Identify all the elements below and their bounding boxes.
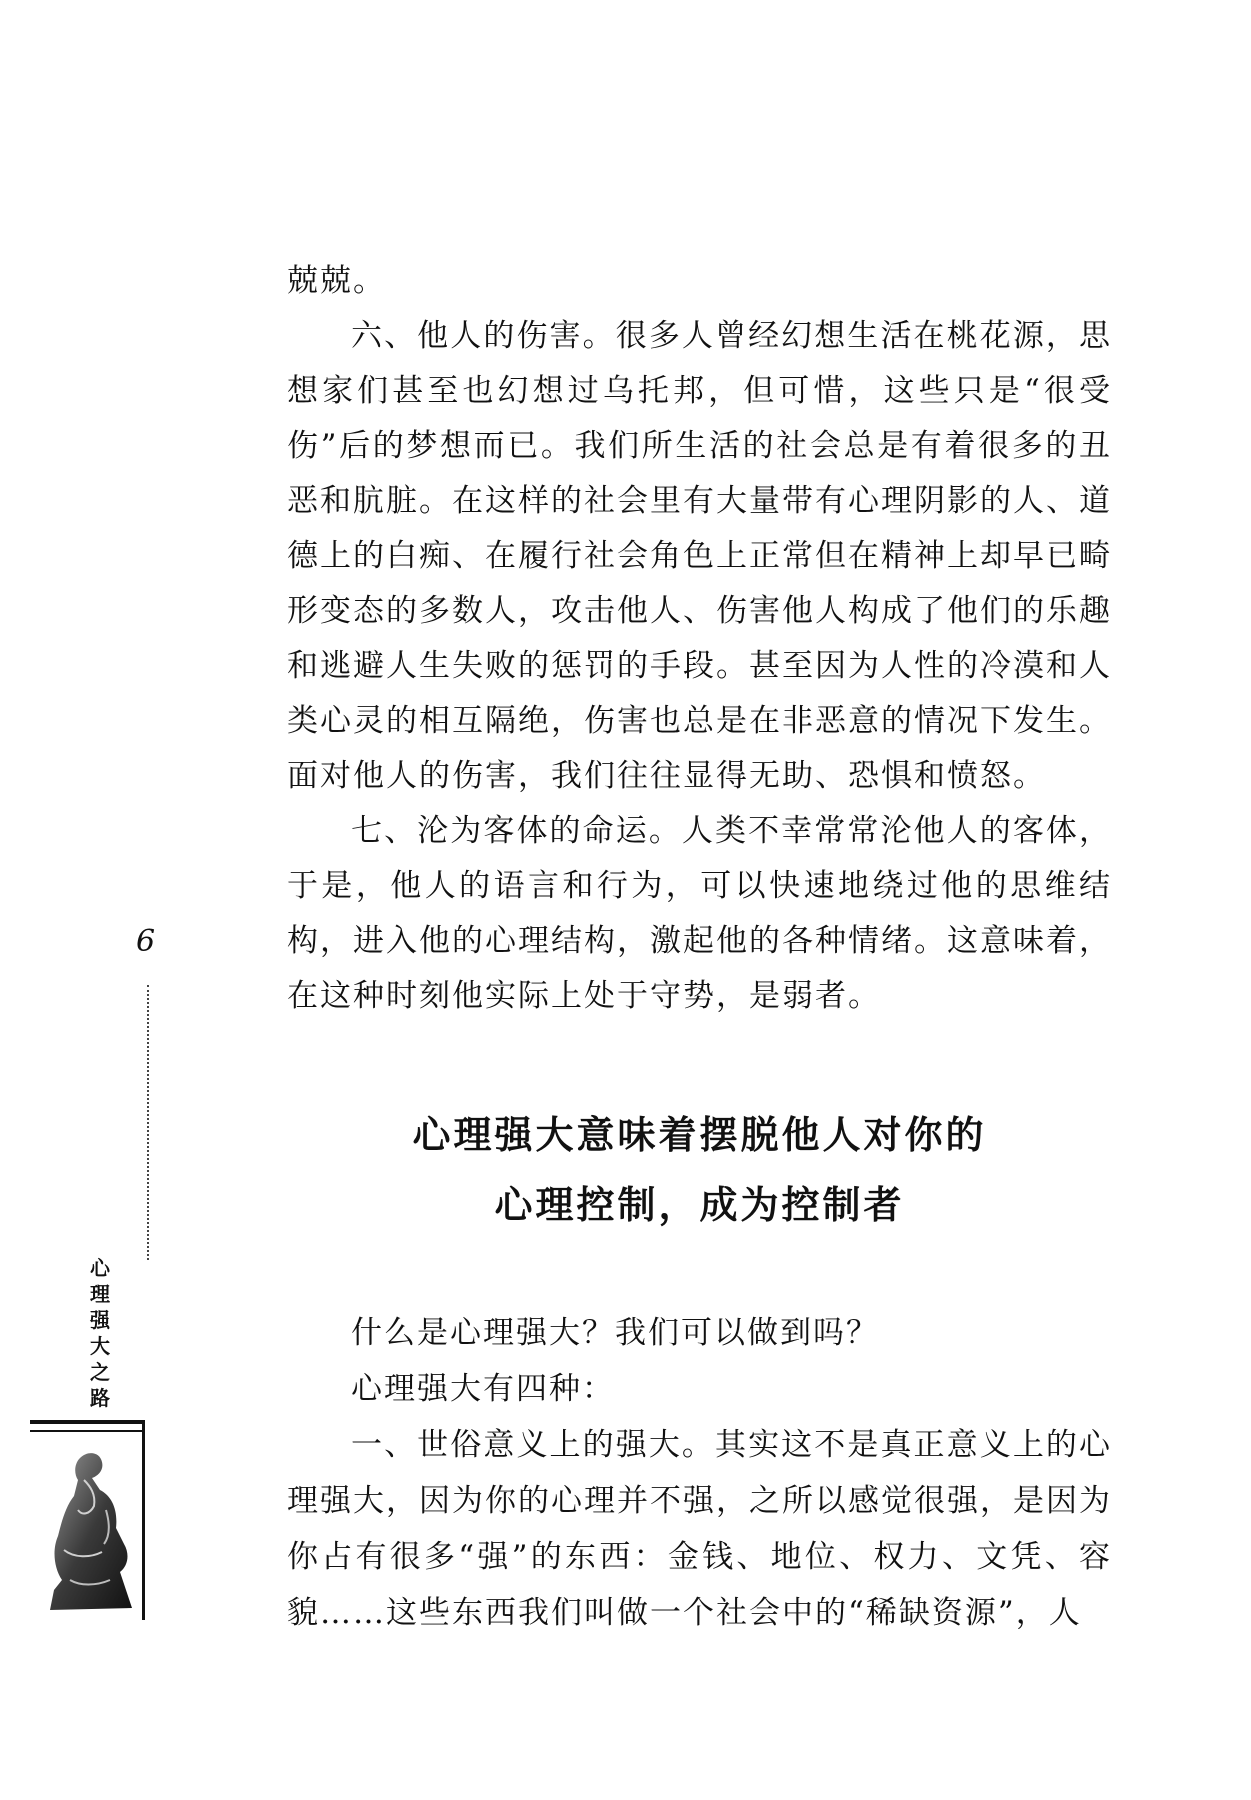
paragraph-object-fate: 七、沦为客体的命运。人类不幸常常沦他人的客体，于是，他人的语言和行为，可以快速地绕过他的思维结构，进入他的心理结构，激起他的各种情绪。这意味着，在这种时刻他实际上处于守势，是弱者。 — [287, 813, 1112, 1014]
margin-dotted-rule — [147, 985, 149, 1260]
running-book-title: 心理强大之路 — [90, 1256, 110, 1410]
margin-thin-rule — [30, 1430, 145, 1432]
paragraph-four-kinds: 心理强大有四种： — [351, 1371, 615, 1407]
section-heading — [287, 1100, 1112, 1240]
thinker-statue-icon — [40, 1440, 140, 1615]
paragraph-worldly-strength: 一、世俗意义上的强大。其实这不是真正意义上的心理强大，因为你的心理并不强，之所以感觉很强，是因为你占有很多“强”的东西：金钱、地位、权力、文凭、容貌……这些东西我们叫做一个社会中的“稀缺资源”，人 — [287, 1427, 1112, 1631]
margin-thick-rule — [30, 1420, 145, 1424]
margin-vertical-rule — [142, 1420, 145, 1620]
paragraph-continuation: 兢兢。 — [287, 263, 386, 299]
paragraph-harm-by-others: 六、他人的伤害。很多人曾经幻想生活在桃花源，思想家们甚至也幻想过乌托邦，但可惜，这些只是“很受伤”后的梦想而已。我们所生活的社会总是有着很多的丑恶和肮脏。在这样的社会里有大量带有心理阴影的人、道德上的白痴、在履行社会角色上正常但在精神上却早已畸形变态的多数人，攻击他人、伤害他人构成了他们的乐趣和逃避人生失败的惩罚的手段。甚至因为人性的冷漠和人类心灵的相互隔绝，伤害也总是在非恶意的情况下发生。面对他人的伤害，我们往往显得无助、恐惧和愤怒。 — [287, 318, 1112, 794]
body-section-bottom — [287, 1305, 1112, 1641]
page-number: 6 — [136, 924, 156, 959]
body-section-top — [287, 254, 1112, 1024]
heading-line-2: 心理控制，成为控制者 — [494, 1183, 905, 1227]
heading-line-1: 心理强大意味着摆脱他人对你的 — [412, 1113, 987, 1157]
paragraph-question: 什么是心理强大？我们可以做到吗？ — [351, 1315, 879, 1351]
